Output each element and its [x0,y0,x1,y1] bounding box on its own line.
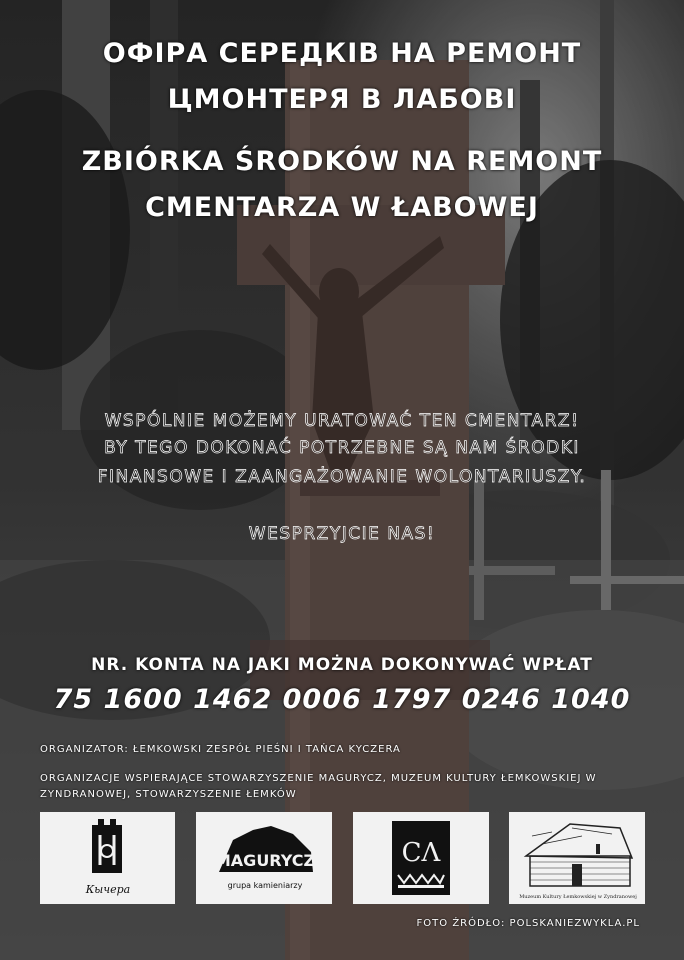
support-call: WESPRZYJCIE NAS! [248,524,436,544]
kyczera-emblem-icon [68,817,148,899]
supporters-text: ORGANIZACJE WSPIERAJĄCE STOWARZYSZENIE MAGURYCZ, MUZEUM KULTURY ŁEMKOWSKIEJ W ZYNDRANOWEJ, STOWARZYSZENIE ŁEMKÓW [40,773,597,800]
magurycz-label: MAGURYCZ [214,851,316,870]
account-number: 75 1600 1462 0006 1797 0246 1040 [53,684,631,715]
photo-source: FOTO ŹRÓDŁO: POLSKANIEZWYKLA.PL [416,918,640,929]
headline-line-1: ОФІРА СЕРЕДКІВ НА РЕМОНТ [102,38,582,69]
svg-text:СΛ: СΛ [401,838,441,868]
magurycz-logo [196,812,332,904]
headline-line-4: CMENTARZA W ŁABOWEJ [145,192,539,223]
headline-line-2: ЦМОНТЕРЯ В ЛАБОВІ [167,84,517,115]
message-line-3: FINANSOWE I ZAANGAŻOWANIE WOLONTARIUSZY. [97,467,587,487]
message-line-1: WSPÓLNIE MOŻEMY URATOWAĆ TEN CMENTARZ! [104,411,580,431]
muzeum-zyndranowa-logo [509,812,645,904]
kyczera-label: Кычера [85,883,130,896]
lemko-emblem-icon [386,817,456,899]
message-line-2: BY TEGO DOKONAĆ POTRZEBNE SĄ NAM ŚRODKI [104,438,580,458]
headline-line-3: ZBIÓRKA ŚRODKÓW NA REMONT [81,146,603,177]
museum-caption: Muzeum Kultury Łemkowskiej w Zyndranowej [519,894,637,900]
magurycz-emblem-icon [201,816,327,900]
kyczera-logo [40,812,175,904]
stowarzyszenie-lemkow-logo [353,812,489,904]
account-label: NR. KONTA NA JAKI MOŻNA DOKONYWAĆ WPŁAT [91,655,593,675]
wooden-house-icon [512,814,642,902]
organizer-text: ORGANIZATOR: ŁEMKOWSKI ZESPÓŁ PIEŚNI I TAŃCA KYCZERA [40,744,401,755]
magurycz-subtitle: grupa kamieniarzy [227,881,303,890]
